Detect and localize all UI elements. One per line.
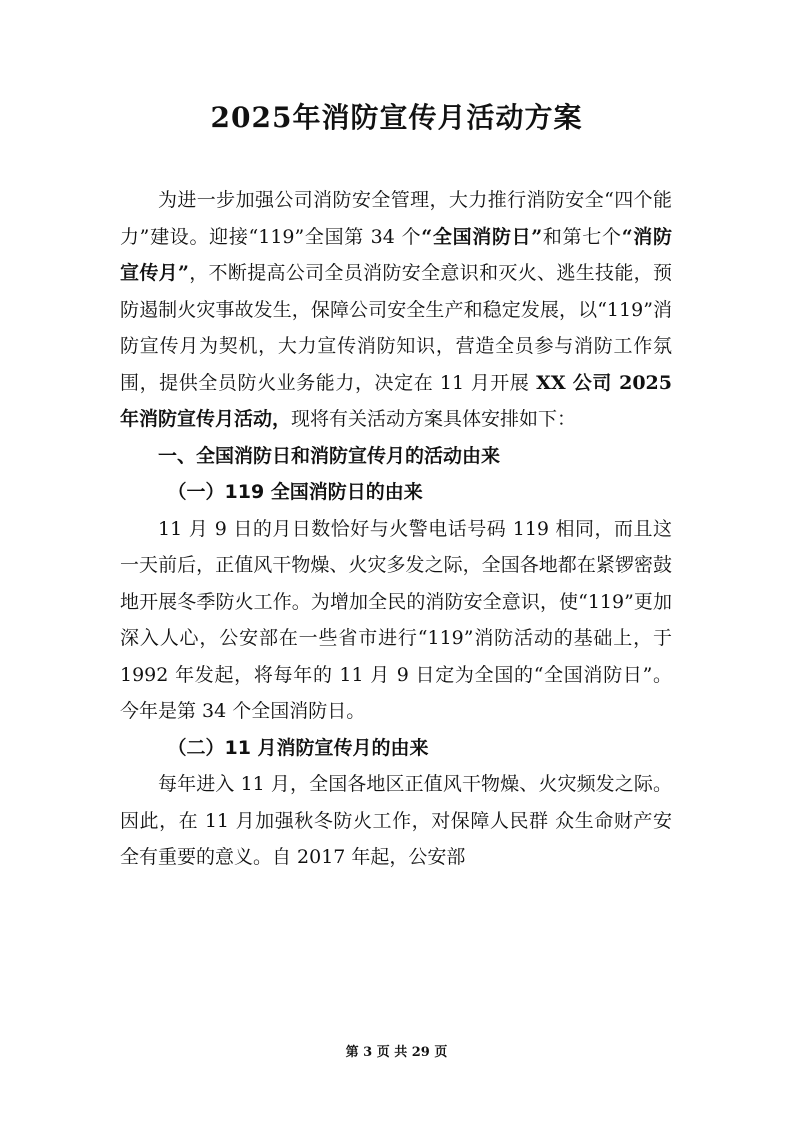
intro-text-3: ，不断提高公司全员消防安全意识和灭火、逃生技能，预防遏制火灾事故发生，保障公司安全生产和稳定发展，以“119”消防宣传月为契机，大力宣传消防知识，营造全员参与消防工作氛围，提供全员防火业务能力，决定在 11 月开展: [120, 262, 672, 394]
intro-text-2: 和第七个: [542, 225, 622, 248]
page-number-footer: 第 3 页 共 29 页: [345, 1045, 448, 1060]
section-heading-1: 一、全国消防日和消防宣传月的活动由来: [158, 444, 501, 467]
document-body: [120, 182, 672, 876]
intro-paragraph: [120, 182, 672, 438]
intro-text-4: 现将有关活动方案具体安排如下：: [291, 408, 577, 430]
subsection-heading-1: （一）119 全国消防日的由来: [167, 481, 423, 503]
subsection-paragraph-1: 11 月 9 日的月日数恰好与火警电话号码 119 相同，而且这一天前后，正值风干物燥、火灾多发之际，全国各地都在紧锣密鼓地开展冬季防火工作。为增加全民的消防安全意识，使“119”更加深入人心，公安部在一些省市进行“119”消防活动的基础上，于 1992 年发起，将每年的 11 月 9 日定为全国的“全国消防日”。今年是第 34 个全国消防日。: [120, 517, 672, 722]
intro-bold-company-activity: XX 公司 2025 年消防宣传月活动，: [120, 371, 672, 430]
subsection-heading-2: （二）11 月消防宣传月的由来: [167, 736, 429, 759]
document-title: 2025年消防宣传月活动方案: [210, 101, 583, 134]
subsection-paragraph-2: 每年进入 11 月，全国各地区正值风干物燥、火灾频发之际。因此，在 11 月加强秋冬防火工作，对保障人民群 众生命财产安全有重要的意义。自 2017 年起，公安部: [120, 773, 672, 868]
intro-text-1: 为进一步加强公司消防安全管理，大力推行消防安全“四个能力”建设。迎接“119”全国第 34 个: [120, 189, 672, 248]
intro-bold-fire-publicity-month: “消防宣传月”: [120, 225, 672, 284]
intro-bold-national-fire-day: “全国消防日”: [421, 225, 543, 248]
